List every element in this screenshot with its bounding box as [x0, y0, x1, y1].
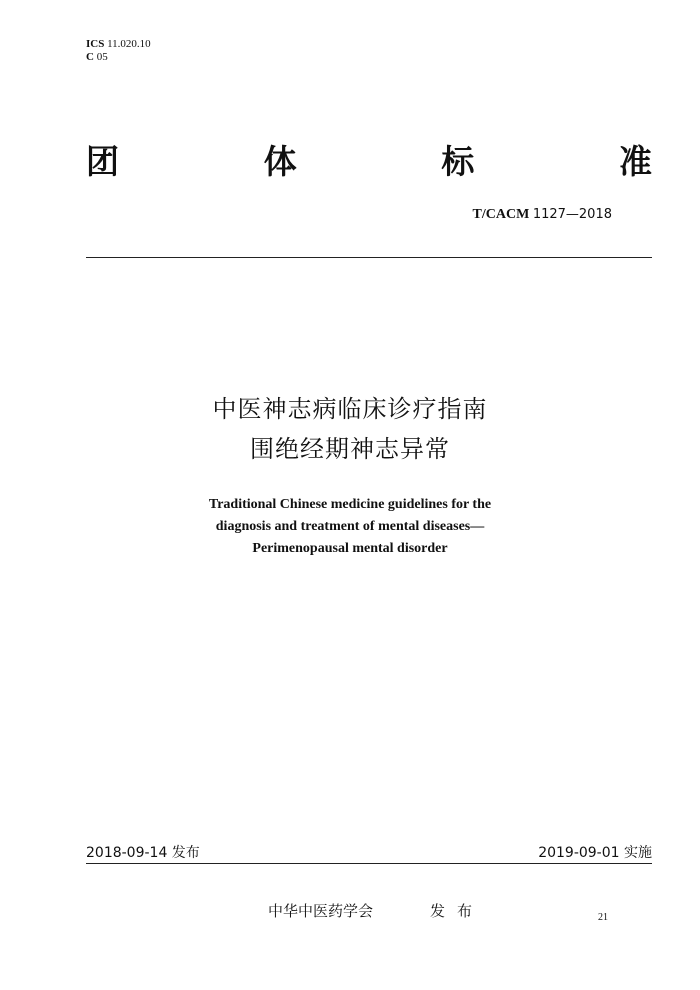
standard-type-char: 体: [263, 142, 297, 181]
bottom-divider: [86, 863, 652, 864]
ccs-label: C: [86, 51, 94, 63]
title-cn-line2: 围绝经期神志异常: [250, 435, 450, 463]
ics-line: [86, 38, 151, 51]
standard-type-char: 团: [86, 142, 119, 181]
standard-type-char: 标: [441, 142, 475, 181]
standard-year-number: 1127—2018: [532, 207, 612, 222]
standard-number: [473, 207, 612, 223]
page-number: 21: [598, 912, 608, 923]
ics-code: 11.020.10: [107, 38, 151, 50]
title-en-line1: Traditional Chinese medicine guidelines for the: [208, 497, 492, 512]
standard-type-char: 准: [618, 142, 652, 181]
standard-type-heading: [86, 136, 652, 186]
publisher-name: 中华中医药学会: [268, 902, 374, 920]
title-cn-line1: 中医神志病临床诊疗指南: [212, 395, 488, 423]
standard-code: T/CACM: [472, 207, 530, 222]
implement-date: 2019-09-01 实施: [538, 845, 652, 861]
top-divider: [86, 257, 652, 258]
publish-verb: 发布: [430, 902, 485, 920]
ics-label: ICS: [86, 38, 105, 50]
classification-block: [86, 38, 151, 64]
ccs-line: [86, 51, 151, 64]
publish-date: 2018-09-14 发布: [86, 845, 200, 861]
ccs-code: 05: [96, 51, 108, 63]
title-en-line3: Perimenopausal mental disorder: [252, 541, 448, 556]
title-en-line2: diagnosis and treatment of mental diseases—: [215, 519, 485, 534]
